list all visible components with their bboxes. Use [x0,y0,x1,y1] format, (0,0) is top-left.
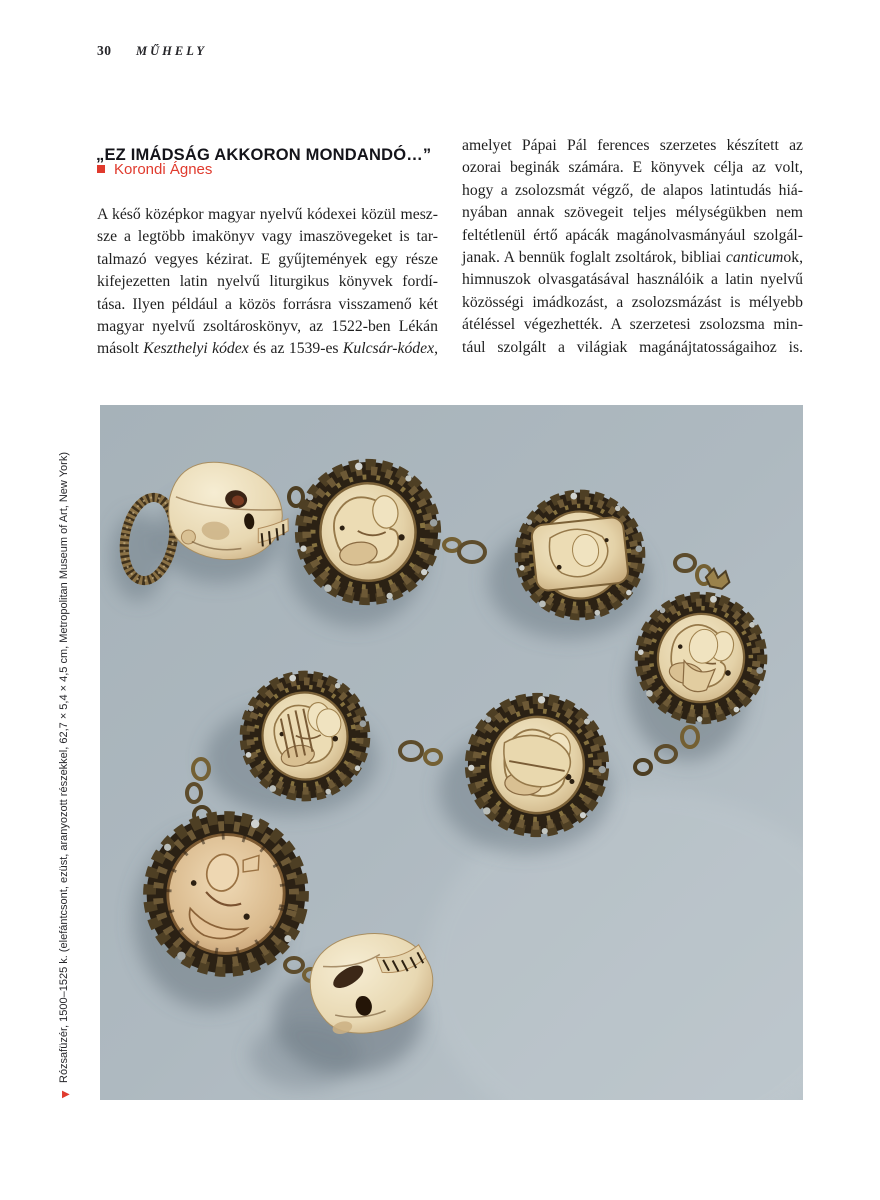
text-line: magyar nyelvű zsoltároskönyv, az 1522-ben Lékán [97,318,438,336]
text-column-left [97,204,438,361]
text-line: talmazó vegyes kézirat. E gyűjtemények egy része [97,250,438,268]
text-line: A késő középkor magyar nyelvű kódexei közül mesz- [97,206,438,223]
text-line: átéléssel végezhették. A szerzetesi zsolozsma min- [462,316,803,334]
text-line: kifejezetten latin nyelvű liturgikus könyvek fordí- [97,273,438,291]
section-name: MŰHELY [136,44,208,58]
text-line: ozorai beginák számára. E könyvek célja az volt, [462,159,803,177]
text-line: amelyet Pápai Pál ferences szerzetes készített az [462,137,803,154]
figure-caption: Rózsafüzér, 1500–1525 k. (elefántcsont, ezüst, aranyozott részekkel, 62,7 × 5,4 × 4,5 cm, Metropolitan Museum of Art, New York) [58,451,70,1083]
rosary-photo-image [100,405,803,1100]
text-line: tása. Ilyen például a közös forrásra visszamenő két [97,295,438,313]
text-line: janak. A bennük foglalt zsoltárok, bibliai canticumok, [462,249,803,267]
text-line: közösségi imádkozást, a zsolozsmázást is mélyebb [462,293,803,311]
article-title: „EZ IMÁDSÁG AKKORON MONDANDÓ…” [96,146,432,165]
author-name: Korondi Ágnes [114,161,213,178]
byline [97,160,212,180]
page-number: 30 [97,43,112,58]
text-line: sze a legtöbb imakönyv vagy imaszövegeket is tar- [97,228,438,246]
text-column-right [462,135,803,359]
text-line: nyában annak szövegeit teljes mélységükben nem [462,204,803,222]
text-line: himnuszok olvasgatásával használóik a latin nyelvű [462,271,803,289]
byline-bullet-icon [97,165,105,173]
text-line: tául szolgált a világiak magánájtatosságaihoz is. [462,338,803,356]
text-line: feltétlenül értő apácák magánolvasmányául szolgál- [462,226,803,244]
caption-marker-icon: ▶ [62,1089,70,1100]
text-line: másolt Keszthelyi kódex és az 1539-es Kulcsár-kódex, [97,340,438,358]
text-line: hogy a zsolozsmát végző, de alapos latintudás hiá- [462,181,803,199]
